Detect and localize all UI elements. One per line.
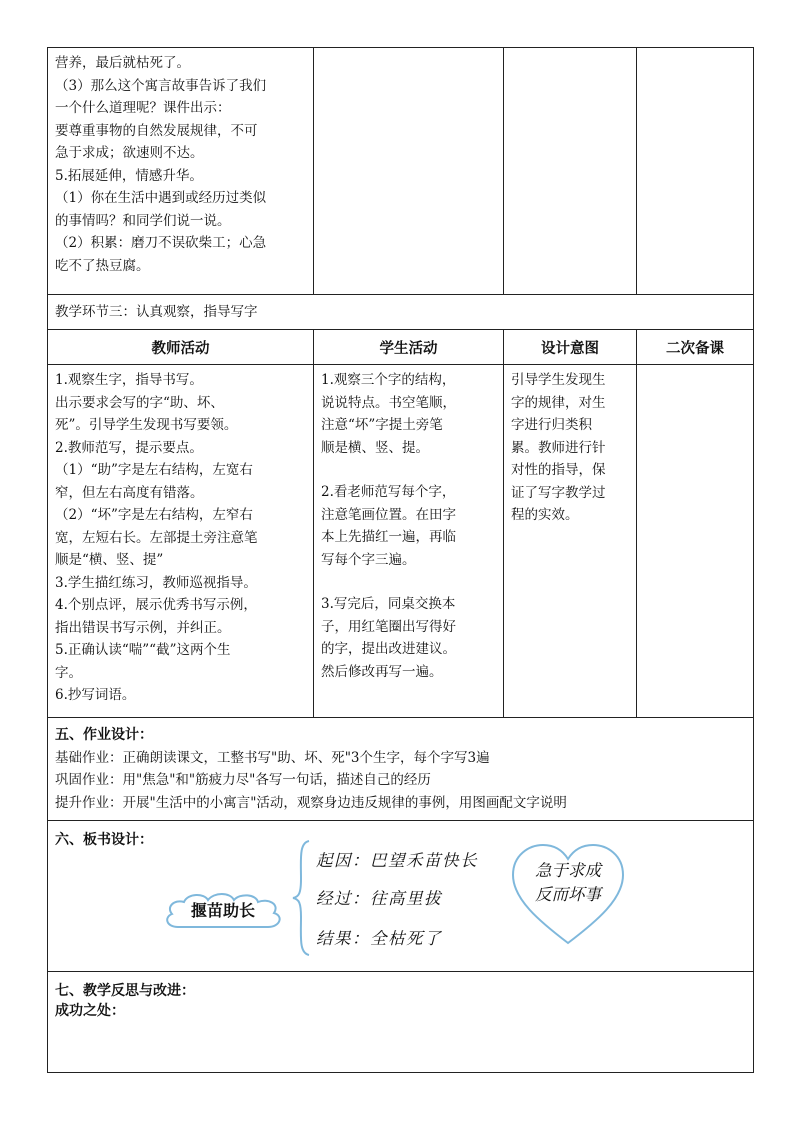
text-line: 窄，但左右高度有错落。 [55, 484, 204, 501]
header-intent: 设计意图 [504, 330, 637, 365]
column-header-row [48, 330, 754, 365]
text-line: 1.观察生字，指导书写。 [55, 372, 203, 388]
text-line: 5.正确认读“喘”“截”这两个生 [55, 642, 231, 658]
header-teacher: 教师活动 [48, 330, 314, 365]
text-line: 的字，提出改进建议。 [321, 641, 456, 657]
text-line: 注意笔画位置。在田字 [321, 506, 456, 523]
continued-second-cell [637, 48, 754, 295]
text-line: 指出错误书写示例，并纠正。 [55, 619, 231, 636]
board-design-cell [48, 821, 754, 972]
text-line: 证了写字教学过 [511, 484, 606, 501]
text-line: 吃不了热豆腐。 [55, 257, 150, 274]
text-line: 顺是“横、竖、提” [55, 552, 164, 568]
teacher-activity-cell [48, 365, 314, 718]
header-second: 二次备课 [637, 330, 754, 365]
text-line: 字进行归类积 [511, 417, 592, 433]
board-row [48, 821, 754, 972]
continued-row [48, 48, 754, 295]
text-line: 3.学生描红练习，教师巡视指导。 [55, 574, 257, 591]
text-line: 出示要求会写的字“助、坏、 [55, 394, 224, 411]
text-line: 急于求成；欲速则不达。 [55, 145, 204, 161]
text-line: 对性的指导，保 [511, 462, 606, 478]
text-line: 6.抄写词语。 [55, 687, 136, 703]
text-line: 要尊重事物的自然发展规律，不可 [55, 122, 258, 139]
homework-advanced: 提升作业：开展"生活中的小寓言"活动，观察身边违反规律的事例，用图画配文字说明 [55, 794, 567, 811]
text-line: 4.个别点评，展示优秀书写示例， [55, 597, 257, 613]
reflection-row [48, 972, 754, 1073]
text-line: 然后修改再写一遍。 [321, 663, 443, 680]
board-line-cause: 起因：巴望禾苗快长 [316, 851, 478, 870]
writing-row [48, 365, 754, 718]
text-line: 字。 [55, 664, 82, 681]
reflection-title: 七、教学反思与改进： [55, 983, 195, 999]
reflection-cell [48, 972, 754, 1073]
text-line: （3）那么这个寓言故事告诉了我们 [55, 77, 267, 94]
text-line: 宽，左短右长。左部提土旁注意笔 [55, 529, 258, 546]
homework-title: 五、作业设计： [55, 727, 153, 743]
text-line: 一个什么道理呢？课件出示： [55, 100, 231, 116]
text-line: 程的实效。 [511, 507, 579, 523]
text-line: 死”。引导学生发现书写要领。 [55, 417, 238, 433]
text-line: 字的规律，对生 [511, 394, 606, 411]
homework-cell [48, 718, 754, 821]
section3-title: 教学环节三：认真观察，指导写字 [48, 295, 754, 330]
homework-consolidate: 巩固作业：用"焦急"和"筋疲力尽"各写一句话，描述自己的经历 [55, 772, 431, 788]
text-line: 子，用红笔圈出写得好 [321, 618, 456, 635]
continued-intent-cell [504, 48, 637, 295]
text-line: （2）积累：磨刀不误砍柴工；心急 [55, 235, 267, 251]
continued-teacher-cell [48, 48, 314, 295]
text-line: 营养，最后就枯死了。 [55, 55, 190, 71]
text-line: 注意“坏”字提土旁笔 [321, 417, 443, 433]
text-line: （1）你在生活中遇到或经历过类似 [55, 190, 267, 206]
reflection-success: 成功之处： [55, 1003, 125, 1019]
board-heart-line1: 急于求成 [535, 861, 601, 880]
lesson-plan-sheet [47, 47, 753, 1073]
text-line: 3.写完后，同桌交换本 [321, 596, 456, 612]
homework-basic: 基础作业：正确朗读课文，工整书写"助、坏、死"3个生字，每个字写3遍 [55, 749, 490, 766]
continued-student-cell [314, 48, 504, 295]
text-line: 说说特点。书空笔顺， [321, 394, 456, 411]
homework-row [48, 718, 754, 821]
text-line: 本上先描红一遍，再临 [321, 529, 456, 545]
text-line: 5.拓展延伸，情感升华。 [55, 167, 203, 184]
board-heart-line2: 反而坏事 [535, 885, 601, 904]
text-line: （1）“助”字是左右结构，左宽右 [55, 462, 253, 478]
board-title: 六、板书设计： [55, 832, 153, 848]
text-line: 引导学生发现生 [511, 372, 606, 388]
lesson-plan-table [47, 47, 754, 1073]
student-activity-cell [314, 365, 504, 718]
text-line: 的事情吗？和同学们说一说。 [55, 212, 231, 229]
second-prep-cell [637, 365, 754, 718]
board-line-result: 结果：全枯死了 [316, 929, 442, 948]
board-line-process: 经过：往高里拔 [316, 889, 442, 908]
text-line: 2.教师范写，提示要点。 [55, 439, 203, 456]
text-line: 1.观察三个字的结构， [321, 372, 456, 388]
header-student: 学生活动 [314, 330, 504, 365]
left-brace-shape [291, 839, 313, 957]
design-intent-cell [504, 365, 637, 718]
text-line: 2.看老师范写每个字， [321, 484, 456, 500]
board-cloud-title: 揠苗助长 [190, 901, 255, 920]
text-line: 顺是横、竖、提。 [321, 439, 429, 456]
text-line: （2）“坏”字是左右结构，左窄右 [55, 507, 253, 523]
text-line: 累。教师进行针 [511, 439, 606, 456]
section3-row [48, 295, 754, 330]
text-line: 写每个字三遍。 [321, 551, 416, 568]
